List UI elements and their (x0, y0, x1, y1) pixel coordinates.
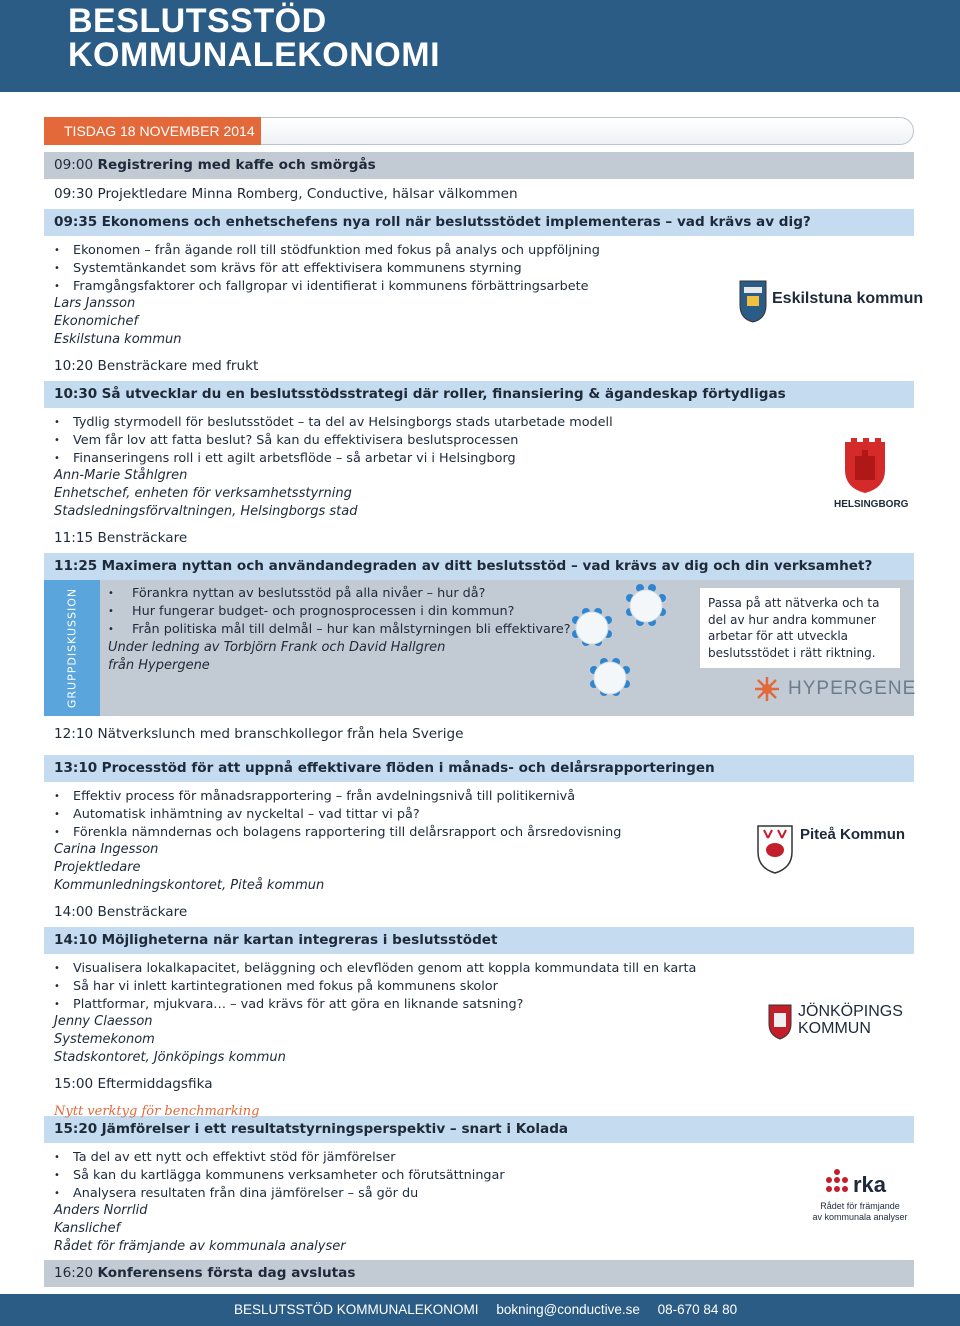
group-lead-line-2: från Hypergene (108, 658, 210, 673)
session4-speaker: Jenny Claesson (54, 1014, 153, 1029)
date-bar (44, 117, 914, 145)
session1-bullet-3: • Framgångsfaktorer och fallgropar vi identifierat i kommunens förbättringsarbete (54, 278, 589, 296)
session4-bullet-2: • Så har vi inlett kartintegrationen med fokus på kommunens skolor (54, 978, 498, 996)
session1-bullet-2: • Systemtänkandet som krävs för att effektivisera kommunens styrning (54, 260, 522, 278)
new-tool-annotation: Nytt verktyg för benchmarking (54, 1104, 260, 1119)
agenda-text: Möjligheterna när kartan integreras i beslutsstödet (101, 932, 498, 948)
round-tables-icon (554, 580, 684, 710)
agenda-text: Bensträckare (97, 904, 188, 920)
agenda-row-0900 (44, 152, 914, 179)
session2-org: Stadsledningsförvaltningen, Helsingborgs stad (54, 504, 358, 519)
session5-role: Kanslichef (54, 1221, 121, 1236)
helsingborg-crest-icon (843, 436, 887, 494)
helsingborg-logo-text: HELSINGBORG (834, 499, 909, 510)
agenda-row-1030 (44, 381, 914, 408)
jonkoping-crest-icon (768, 1004, 792, 1040)
rka-dots-icon (824, 1168, 850, 1194)
agenda-text: Ekonomens och enhetschefens nya roll när beslutsstödet implementeras – vad krävs av dig? (101, 214, 811, 230)
networking-note: Passa på att nätverka och ta del av hur andra kommuner arbetar för att utveckla beslutsstödet i rätt riktning. (700, 588, 900, 668)
page-header (0, 0, 960, 92)
time: 14:00 (54, 904, 94, 920)
session4-role: Systemekonom (54, 1032, 155, 1047)
session1-bullet-1: • Ekonomen – från ägande roll till stödfunktion med fokus på analys och uppföljning (54, 242, 600, 260)
session3-bullet-1: • Effektiv process för månadsrapportering – från avdelningsnivå till politikernivå (54, 788, 575, 806)
session1-speaker: Lars Jansson (54, 296, 136, 311)
agenda-row-1520 (44, 1116, 914, 1143)
agenda-text: Konferensens första dag avslutas (97, 1265, 356, 1281)
group-bullet-3: • Från politiska mål till delmål – hur kan målstyrningen bli effektivare? (108, 621, 571, 639)
session5-bullet-3: • Analysera resultaten från dina jämförelser – så gör du (54, 1185, 418, 1203)
session2-bullet-3: • Finanseringens roll i ett agilt arbetsflöde – så arbetar vi i Helsingborg (54, 450, 516, 468)
session3-role: Projektledare (54, 860, 141, 875)
session4-org: Stadskontoret, Jönköpings kommun (54, 1050, 286, 1065)
time: 14:10 (54, 932, 98, 948)
group-lead-line-1: Under ledning av Torbjörn Frank och David Hallgren (108, 640, 446, 655)
group-bullet-1: • Förankra nyttan av beslutsstöd på alla nivåer – hur då? (108, 585, 485, 603)
agenda-text: Bensträckare med frukt (97, 358, 259, 374)
pitea-crest-icon (756, 824, 794, 874)
session5-bullet-1: • Ta del av ett nytt och effektivt stöd för jämförelser (54, 1149, 396, 1167)
agenda-text: Processtöd för att uppnå effektivare flöden i månads- och delårsrapporteringen (101, 760, 715, 776)
jonkoping-logo-text: JÖNKÖPINGS KOMMUN (798, 1003, 903, 1037)
agenda-row-1500 (44, 1071, 914, 1098)
session5-bullet-2: • Så kan du kartlägga kommunens verksamheter och förutsättningar (54, 1167, 505, 1185)
agenda-row-1020 (44, 353, 914, 380)
pitea-logo-text: Piteå Kommun (800, 826, 906, 843)
session2-speaker: Ann-Marie Ståhlgren (54, 468, 188, 483)
time: 09:35 (54, 214, 98, 230)
session2-role: Enhetschef, enheten för verksamhetsstyrning (54, 486, 352, 501)
eskilstuna-logo-text: Eskilstuna kommun (772, 290, 924, 307)
time: 09:30 (54, 186, 94, 202)
agenda-text: Projektledare Minna Romberg, Conductive, hälsar välkommen (97, 186, 518, 202)
session3-bullet-3: • Förenkla nämndernas och bolagens rapportering till delårsrapport och årsredovisning (54, 824, 621, 842)
footer-name: BESLUTSSTÖD KOMMUNALEKONOMI (234, 1302, 479, 1317)
agenda-text: Nätverkslunch med branschkollegor från hela Sverige (97, 726, 464, 742)
group-discussion-panel (44, 580, 917, 716)
agenda-row-1310 (44, 755, 914, 782)
time: 10:30 (54, 386, 98, 402)
agenda-text: Registrering med kaffe och smörgås (97, 157, 376, 173)
agenda-row-1400 (44, 899, 914, 926)
eskilstuna-crest-icon (738, 279, 768, 323)
group-bullet-2: • Hur fungerar budget- och prognosprocessen i din kommun? (108, 603, 514, 621)
page-title (68, 4, 440, 72)
agenda-row-1125 (44, 553, 914, 580)
footer-contact (234, 1294, 751, 1326)
title-line-1: BESLUTSSTÖD (68, 2, 327, 40)
time: 15:00 (54, 1076, 94, 1092)
agenda-row-0935 (44, 209, 914, 236)
agenda-row-0930 (44, 181, 914, 208)
session2-bullet-2: • Vem får lov att fatta beslut? Så kan du effektivisera beslutsprocessen (54, 432, 518, 450)
group-side-label: GRUPPDISKUSSION (44, 580, 100, 716)
time: 11:15 (54, 530, 94, 546)
footer-phone: 08-670 84 80 (657, 1302, 738, 1317)
agenda-text: Jämförelser i ett resultatstyrningsperspektiv – snart i Kolada (101, 1121, 569, 1137)
agenda-row-1620 (44, 1260, 914, 1287)
session5-org: Rådet för främjande av kommunala analyser (54, 1239, 346, 1254)
rka-logo-text: rka (853, 1172, 887, 1197)
time: 10:20 (54, 358, 94, 374)
session3-bullet-2: • Automatisk inhämtning av nyckeltal – vad tittar vi på? (54, 806, 420, 824)
session3-org: Kommunledningskontoret, Piteå kommun (54, 878, 325, 893)
agenda-row-1210 (44, 721, 914, 748)
agenda-row-1115 (44, 525, 914, 552)
session3-speaker: Carina Ingesson (54, 842, 159, 857)
hypergene-sun-icon (754, 676, 780, 702)
session1-org: Eskilstuna kommun (54, 332, 182, 347)
hypergene-logo-text: HYPERGENE (788, 678, 917, 699)
time: 16:20 (54, 1265, 94, 1281)
session2-bullet-1: • Tydlig styrmodell för beslutsstödet – ta del av Helsingborgs stads utarbetade modell (54, 414, 613, 432)
session4-bullet-3: • Plattformar, mjukvara… – vad krävs för att göra en liknande satsning? (54, 996, 523, 1014)
time: 13:10 (54, 760, 98, 776)
session4-bullet-1: • Visualisera lokalkapacitet, beläggning och elevflöden genom att koppla kommundata till en karta (54, 960, 696, 978)
agenda-text: Eftermiddagsfika (97, 1076, 213, 1092)
date-label: TISDAG 18 NOVEMBER 2014 (44, 117, 261, 145)
time: 15:20 (54, 1121, 98, 1137)
page-footer (0, 1294, 960, 1326)
footer-email[interactable]: bokning@conductive.se (496, 1302, 640, 1317)
agenda-text: Bensträckare (97, 530, 188, 546)
time: 09:00 (54, 157, 94, 173)
rka-logo-subtitle: Rådet för främjande av kommunala analyser (812, 1201, 908, 1222)
time: 11:25 (54, 558, 98, 574)
time: 12:10 (54, 726, 94, 742)
agenda-text: Så utvecklar du en beslutsstödsstrategi där roller, finansiering & ägandeskap förtydligas (101, 386, 786, 402)
session1-role: Ekonomichef (54, 314, 139, 329)
session5-speaker: Anders Norrlid (54, 1203, 148, 1218)
title-line-2: KOMMUNALEKONOMI (68, 36, 441, 74)
agenda-text: Maximera nyttan och användandegraden av ditt beslutsstöd – vad krävs av dig och din verksamhet? (101, 558, 873, 574)
agenda-row-1410 (44, 927, 914, 954)
